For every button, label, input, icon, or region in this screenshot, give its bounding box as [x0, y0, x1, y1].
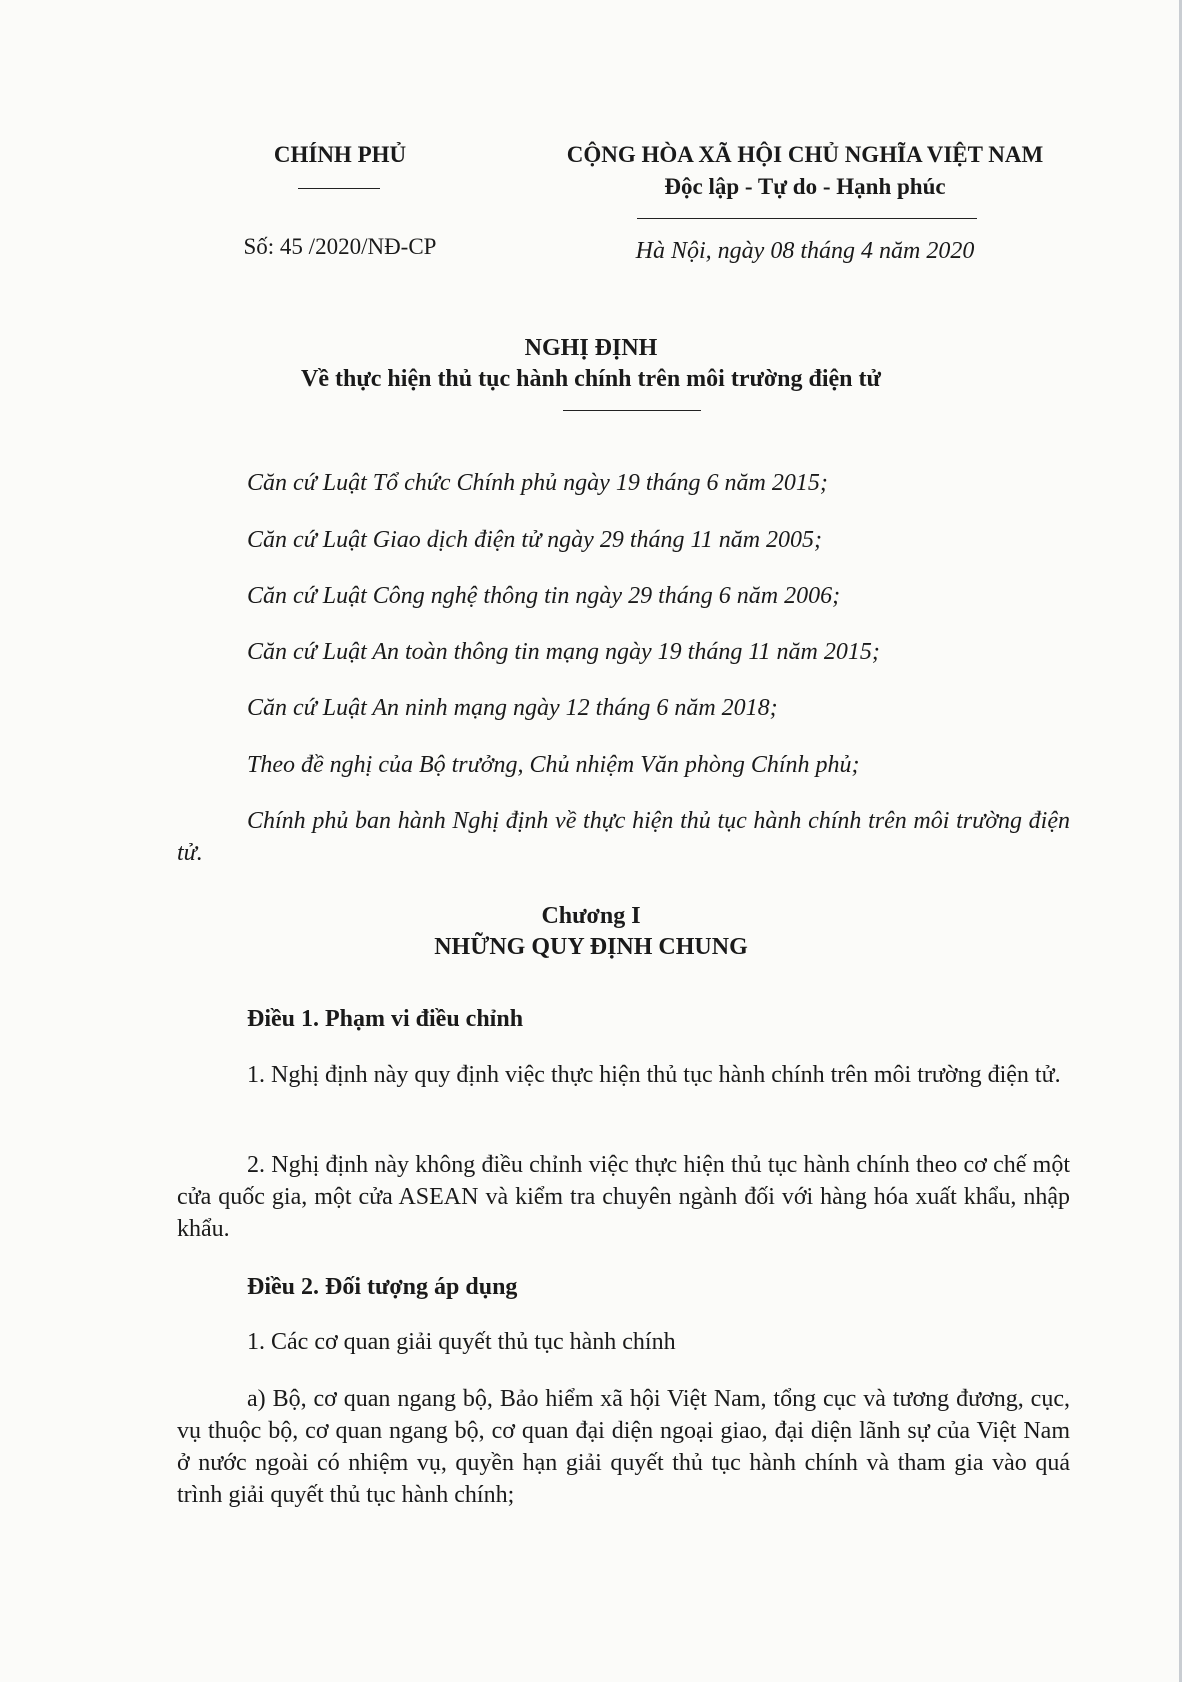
national-title: CỘNG HÒA XÃ HỘI CHỦ NGHĨA VIỆT NAM [566, 142, 1044, 167]
article-paragraph: 1. Các cơ quan giải quyết thủ tục hành chính [247, 1329, 676, 1355]
preamble-line: Căn cứ Luật An ninh mạng ngày 12 tháng 6 năm 2018; [247, 695, 778, 721]
enactment-clause: Chính phủ ban hành Nghị định về thực hiện thủ tục hành chính trên môi trường điện tử. [177, 808, 1070, 866]
preamble-line: Căn cứ Luật Công nghệ thông tin ngày 29 tháng 6 năm 2006; [247, 583, 841, 609]
issuer-underline [298, 188, 380, 189]
motto-underline [637, 218, 977, 219]
article-heading: Điều 2. Đối tượng áp dụng [247, 1274, 518, 1300]
preamble-line: Căn cứ Luật Tổ chức Chính phủ ngày 19 tháng 6 năm 2015; [247, 470, 828, 496]
place-date: Hà Nội, ngày 08 tháng 4 năm 2020 [635, 238, 975, 264]
title-underline [563, 410, 701, 411]
article-heading: Điều 1. Phạm vi điều chỉnh [247, 1006, 524, 1032]
chapter-number: Chương I [541, 903, 641, 929]
document-subject: Về thực hiện thủ tục hành chính trên môi trường điện tử [301, 366, 881, 392]
issuer: CHÍNH PHỦ [273, 142, 407, 167]
preamble-line: Theo đề nghị của Bộ trưởng, Chủ nhiệm Văn phòng Chính phủ; [247, 752, 860, 778]
article-paragraph: a) Bộ, cơ quan ngang bộ, Bảo hiểm xã hội Việt Nam, tổng cục và tương đương, cục, vụ thuộc bộ, cơ quan ngang bộ, cơ quan đại diện ngoại giao, đại diện lãnh sự của Việt Nam ở nước ngoài có nhiệm vụ, quyền hạn giải quyết thủ tục hành chính và tham gia vào quá trình giải quyết thủ tục hành chính; [177, 1386, 1070, 1508]
motto: Độc lập - Tự do - Hạnh phúc [664, 174, 946, 199]
article-paragraph: 2. Nghị định này không điều chỉnh việc thực hiện thủ tục hành chính theo cơ chế một cửa quốc gia, một cửa ASEAN và kiểm tra chuyên ngành đối với hàng hóa xuất khẩu, nhập khẩu. [177, 1152, 1070, 1242]
document-type: NGHỊ ĐỊNH [524, 335, 658, 361]
article-paragraph: 1. Nghị định này quy định việc thực hiện thủ tục hành chính trên môi trường điện tử. [247, 1062, 1061, 1088]
preamble-line: Căn cứ Luật An toàn thông tin mạng ngày 19 tháng 11 năm 2015; [247, 639, 880, 665]
preamble-line: Căn cứ Luật Giao dịch điện tử ngày 29 tháng 11 năm 2005; [247, 527, 823, 553]
document-number: Số: 45 /2020/NĐ-CP [243, 234, 437, 259]
chapter-title: NHỮNG QUY ĐỊNH CHUNG [434, 934, 748, 960]
